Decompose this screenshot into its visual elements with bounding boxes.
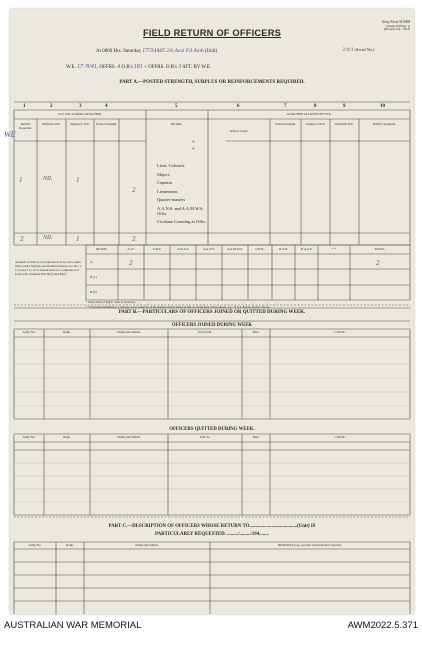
joined-title: OFFICERS JOINED DURING WEEK <box>171 323 253 328</box>
quitted-col-date: Date. <box>252 435 260 439</box>
hw-total-surplus: 1 <box>76 235 80 243</box>
joined-col-rank: Rank. <box>63 330 71 334</box>
analysis-col-other: * * <box>332 247 336 251</box>
analysis-col-aif: A.I.F. <box>127 247 135 251</box>
we-excluding-attached-header: W.E. EXCLUDING ATTACHED. <box>58 112 102 116</box>
we-handwritten: 17 /9/41 <box>77 64 97 70</box>
analysis-col-awas: A.W.A.S. <box>176 247 190 251</box>
ors-1-handwritten: 181 <box>133 64 143 70</box>
quitted-col-name: Name and Initials. <box>117 435 141 439</box>
part-c-title-line-2: PARTICULARLY REQUESTED. ........./........./194........ <box>155 532 269 537</box>
rank-item: Civilians Counting as Offrs. <box>157 219 207 224</box>
col-number: 7 <box>284 104 287 109</box>
posted-strength-att-header: Posted Strength. <box>275 122 296 126</box>
joined-col-date: Date. <box>252 330 260 334</box>
col-number: 8 <box>314 104 317 109</box>
hw-total-posted: 2 <box>132 235 136 243</box>
rank-item: Captains <box>157 180 173 185</box>
col-number: 2 <box>50 104 53 109</box>
analysis-col-civil: CIVIL. <box>255 247 265 251</box>
hw-total-deficient: NIL <box>43 235 53 241</box>
serial-number <box>342 47 374 53</box>
unit-handwritten: 2/6 Aust Fd Amb <box>166 48 204 54</box>
we-label: W.E. <box>66 65 76 70</box>
analysis-col-detail: DETAIL. <box>95 247 109 251</box>
footer-credit: AUSTRALIAN WAR MEMORIAL <box>4 620 142 631</box>
deficient-we-header: Deficient W.E. <box>42 122 61 126</box>
hw-analysis-aif: 2 <box>129 259 133 267</box>
col-number: 5 <box>175 104 178 109</box>
detail-header: DETAIL. <box>170 122 184 126</box>
rank-list <box>157 162 207 226</box>
date-handwritten: 17/3 <box>142 48 153 54</box>
part-c-col-rank: Rank. <box>66 543 74 547</box>
hw-surplus-we: 1 <box>76 176 80 184</box>
offrs-label-2: OFFRS. <box>148 65 165 70</box>
hw-total-reinf: 2 <box>20 235 24 243</box>
posted-strength-header: Posted Strength. <box>96 122 117 126</box>
analysis-col-aamws: A.A.M.W.S. <box>227 247 243 251</box>
col-number: 3 <box>79 104 82 109</box>
attached-allowed-header: ATTACHED ALLOWED BY W.E. <box>286 112 332 116</box>
col-number: 10 <box>380 104 385 109</box>
quitted-col-rank: Rank. <box>63 435 71 439</box>
year-prefix: /194 <box>152 49 162 54</box>
analysis-col-raaf: R.A.A.F. <box>300 247 313 251</box>
hw-deficient-we: NIL <box>43 176 53 182</box>
analysis-instructions: Analysis of Part A to be shown here by ALL units. Only under Surplus and Reinforcements in cols. 1 to 4 and 7 to 10 of instructions for completion of form will complete Part B(1) and B(2). <box>15 260 82 277</box>
rank-item: A.A.N.S. and A.A.M.W.S. Offrs. <box>157 206 204 216</box>
hw-posted-strength: 2 <box>132 186 136 194</box>
col-number: 1 <box>23 104 26 109</box>
part-c-col-army-no: Army No. <box>28 543 42 547</box>
we-line <box>66 64 211 70</box>
rank-item: Quarter-masters <box>157 197 186 202</box>
unit-label: (Unit) <box>204 49 218 54</box>
joined-col-unit-from: Unit From. <box>197 330 213 334</box>
col-number: 4 <box>105 104 108 109</box>
offrs-label-1: , OFFRS. <box>96 65 116 70</box>
rank-item: Lieut.-Colonels <box>157 163 185 168</box>
part-a-title: PART A.—POSTED STRENGTH, SURPLUS OR REINFORCEMENTS REQUIRED. <box>119 80 305 85</box>
deficient-we-att-header: Deficient W.E. <box>335 122 354 126</box>
analysis-row-b1: B (1) <box>90 275 97 279</box>
analysis-col-total: TOTAL. <box>374 247 386 251</box>
footnote-1: * Insert detail of higher ranks as necessary. <box>86 300 136 304</box>
analysis-row-a: A. <box>90 260 94 264</box>
plus-sign: + <box>144 65 147 70</box>
footer-accession-number: AWM2022.5.371 <box>347 620 418 631</box>
reinf-required-header: Reinf'ts Required. <box>19 122 32 130</box>
asterisk-markers: * * <box>192 141 195 153</box>
year-handwritten: 5 <box>161 48 165 54</box>
analysis-col-cmf: C.M.F. <box>152 247 162 251</box>
we-marker: WE <box>4 130 16 139</box>
joined-col-cause: CAUSE. <box>334 330 346 334</box>
rank-item: Lieutenants <box>157 188 178 194</box>
page-title: FIELD RETURN OF OFFICERS <box>142 28 282 38</box>
reinf-required-att-header: Reinf'ts Required. <box>372 122 397 126</box>
hw-analysis-total: 2 <box>376 259 380 267</box>
col-number: 9 <box>343 104 346 109</box>
serial-handwritten: 2/4/1 <box>342 47 354 53</box>
part-c-col-name: Name and Initials. <box>135 543 159 547</box>
part-c-col-remarks: REMARKS (e.g., present whereabouts if known). <box>278 543 342 547</box>
quitted-col-cause: CAUSE. <box>334 435 346 439</box>
ors-2-handwritten: 3 <box>178 64 182 70</box>
analysis-row-b2: B (2) <box>90 290 97 294</box>
part-c-title-line-1: PART C.—DESCRIPTION OF OFFICERS WHOSE RETURN TO.......................................(Unit) IS <box>108 524 316 529</box>
hw-reinf-required: 1 <box>19 176 23 184</box>
form-ref-line-2: (Adapted) (Page 1) <box>385 23 410 28</box>
part-b-title: PART B.—PARTICULARS OF OFFICERS JOINED OR QUITTED DURING WEEK. <box>118 310 306 315</box>
ors-label-2: O.R's <box>165 65 177 70</box>
offrs-1-handwritten: 4 <box>117 64 121 70</box>
col-number: 6 <box>237 104 240 109</box>
rank-item: Majors <box>157 171 170 177</box>
footnote-2: * * Personnel belonging to a category not provided for in the analysis will be shown in this col. Particulars will be shown, e.g., 25 U.S. Forces, 10 N.E. Forces. <box>86 304 271 309</box>
ors-label-1: O.R's <box>121 65 133 70</box>
quitted-title: OFFICERS QUITTED DURING WEEK. <box>169 427 255 432</box>
joined-col-army-no: Army No. <box>22 330 36 334</box>
quitted-col-army-no: Army No. <box>22 435 36 439</box>
surplus-we-att-header: Surplus to W.E. <box>305 122 326 126</box>
arm-or-corps-header: Arm or Corps. <box>229 129 249 133</box>
joined-col-name: Name and Initials. <box>117 330 141 334</box>
surplus-we-header: Surplus to W.E. <box>69 122 90 126</box>
serial-label: (Serial No.) <box>354 47 375 52</box>
form-ref-line-1: Army Form W.3008 <box>381 20 410 24</box>
footer-bar <box>0 618 422 653</box>
att-label: ATT. BY W.E. <box>182 65 212 70</box>
date-line <box>96 48 217 54</box>
analysis-col-ran: R.A.N. <box>278 247 289 251</box>
quitted-col-unit-to: Unit To. <box>199 435 211 439</box>
column-numbers <box>10 104 414 110</box>
analysis-col-aans: A.A.N.S. <box>203 247 215 251</box>
form-ref-line-3: (Revised Jan., 1943) <box>383 27 410 32</box>
date-prefix: At 0800 Hrs. Saturday <box>96 49 141 54</box>
form-sheet <box>4 9 414 614</box>
